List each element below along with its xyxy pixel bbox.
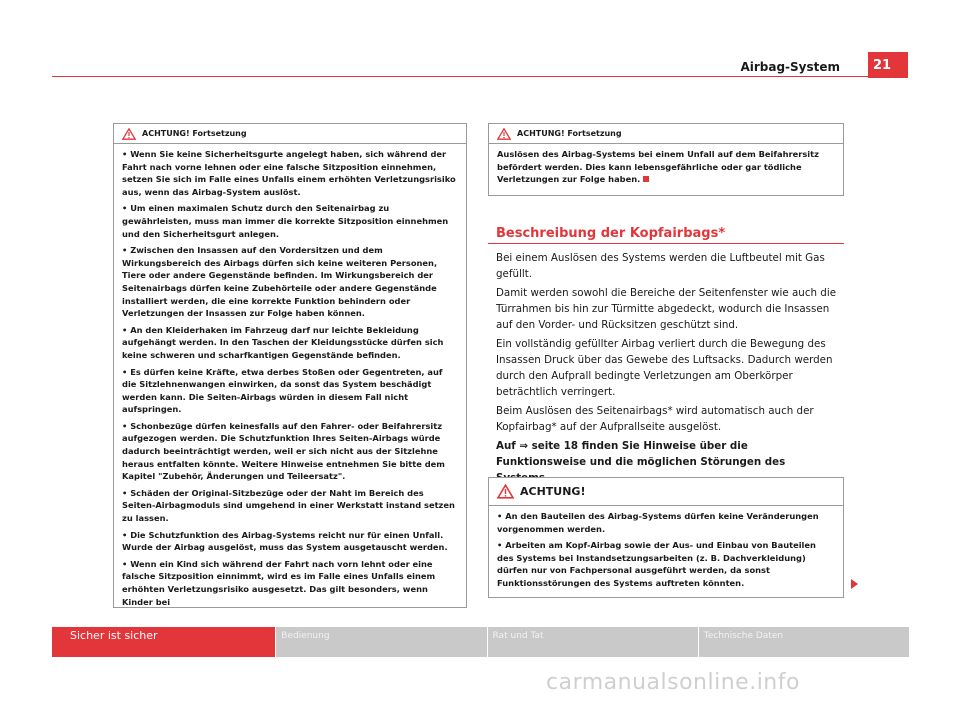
chapter-title: Airbag-System: [740, 60, 840, 74]
warning-triangle-icon: [122, 128, 136, 140]
tab-technische-daten[interactable]: Technische Daten: [698, 627, 909, 657]
warning-header: [489, 124, 843, 144]
body-paragraph: Damit werden sowohl die Bereiche der Seitenfenster wie auch die Türrahmen bis hin zur Türmitte abgedeckt, wodurch die Insassen auf den Vorder- und Rücksitzen geschützt sind.: [496, 287, 837, 331]
warning-box-right-top: [488, 123, 844, 196]
warning-paragraph: [497, 148, 835, 186]
warning-heading: ACHTUNG! Fortsetzung: [517, 129, 622, 138]
body-paragraph: Ein vollständig gefüllter Airbag verliert durch die Bewegung des Insassen Druck über das Gewebe des Luftsacks. Dadurch werden durch den Aufprall bedingte Verletzungen am Oberkörper beträchtlich verringert.: [496, 338, 833, 398]
section-body: [496, 250, 841, 489]
continue-arrow-icon[interactable]: [851, 579, 858, 589]
warning-box-left: [113, 123, 467, 608]
warning-heading: ACHTUNG! Fortsetzung: [142, 129, 247, 138]
tab-rat-und-tat[interactable]: Rat und Tat: [487, 627, 698, 657]
page-number: 21: [868, 52, 908, 78]
body-paragraph: Bei einem Auslösen des Systems werden die Luftbeutel mit Gas gefüllt.: [496, 252, 825, 280]
warning-box-right-bottom: [488, 477, 844, 598]
warning-triangle-icon: [497, 128, 511, 140]
footer-nav: [52, 627, 909, 657]
tab-bedienung[interactable]: Bedienung: [275, 627, 486, 657]
warning-paragraph: • An den Bauteilen des Airbag-Systems dürfen keine Veränderungen vorgenommen werden.: [497, 511, 819, 534]
section-rule: [488, 243, 844, 244]
end-square-icon: [643, 176, 649, 182]
cross-reference-link[interactable]: Auf ⇒ seite 18 finden Sie Hinweise über die Funktionsweise und die möglichen Störungen des: [496, 440, 786, 468]
warning-paragraph: • Wenn ein Kind sich während der Fahrt nach vorn lehnt oder eine falsche Sitzposition einnimmt, wird es im Falle eines Unfalls einem erhöhten Verletzungsrisiko ausgesetzt. Das gilt besonders, wenn Kinder bei: [122, 558, 436, 607]
warning-paragraph: • Zwischen den Insassen auf den Vordersitzen und dem Wirkungsbereich des Airbags dürfen sich keine weiteren Personen, Tiere oder andere Gegenstände befinden. Im Wirkungsbereich der Seitenairbags dürfen keine Zubehörteile oder andere Gegenstände installiert werden, die eine korrekte Funktion behindern oder Verletzungen der Insassen zur Folge haben können.: [122, 245, 438, 319]
warning-paragraph: • Schonbezüge dürfen keinesfalls auf den Fahrer- oder Beifahrersitz aufgezogen werden. Die Schutzfunktion Ihres Seiten-Airbags würde dadurch beeinträchtigt werden, weil er sich nicht aus der Sitzlehne heraus entfalten könnte. Weitere Hinweise entnehmen Sie bitte dem Kapitel "Zubehör, Änderungen und Teileersatz".: [122, 420, 445, 482]
warning-text: Auslösen des Airbag-Systems bei einem Unfall auf dem Beifahrersitz befördert werden. Dies kann lebensgefährliche oder gar tödliche Verletzungen zur Folge haben.: [497, 149, 819, 185]
warning-heading: ACHTUNG!: [520, 485, 586, 498]
warning-triangle-icon: [497, 484, 514, 499]
warning-paragraph: • Es dürfen keine Kräfte, etwa derbes Stoßen oder Gegentreten, auf die Sitzlehnenwangen einwirken, da sonst das System beschädigt werden kann. Die Seiten-Airbags würden in diesem Fall nicht aufspringen.: [122, 366, 443, 415]
section-title: Beschreibung der Kopfairbags*: [496, 226, 726, 241]
warning-header: [114, 124, 466, 144]
header-rule: [52, 76, 868, 77]
watermark: carmanualsonline.info: [546, 670, 800, 695]
warning-paragraph: • Die Schutzfunktion des Airbag-Systems reicht nur für einen Unfall. Wurde der Airbag ausgelöst, muss das System ausgetauscht werden.: [122, 529, 448, 553]
warning-paragraph: • Arbeiten am Kopf-Airbag sowie der Aus- und Einbau von Bauteilen des Systems bei Instandsetzungsarbeiten (z. B. Dachverkleidung) dürfen nur von Fachpersonal ausgeführt werden, da sonst Funktionsstörungen des Systems auftreten könnten.: [497, 540, 816, 588]
tab-sicher-ist-sicher[interactable]: Sicher ist sicher: [52, 627, 275, 657]
body-paragraph: Beim Auslösen des Seitenairbags* wird automatisch auch der Kopfairbag* auf der Aufprallseite ausgelöst.: [496, 405, 814, 433]
warning-paragraph: • Um einen maximalen Schutz durch den Seitenairbag zu gewährleisten, muss man immer die korrekte Sitzposition einnehmen und den Sicherheitsgurt anlegen.: [122, 203, 449, 239]
warning-paragraph: • Schäden der Original-Sitzbezüge oder der Naht im Bereich des Seiten-Airbagmoduls sind umgehend in einer Werkstatt instand setzen zu lassen.: [122, 487, 455, 524]
warning-header: [489, 478, 843, 506]
warning-paragraph: • An den Kleiderhaken im Fahrzeug darf nur leichte Bekleidung aufgehängt werden. In den Taschen der Kleidungsstücke dürfen sich keine schweren und scharfkantigen Gegenstände befinden.: [122, 324, 444, 360]
warning-paragraph: • Wenn Sie keine Sicherheitsgurte angelegt haben, sich während der Fahrt nach vorne lehnen oder eine falsche Sitzposition einnehmen, setzen Sie sich im Falle eines Unfalls einem erhöhten Verletzungsrisiko aus, wenn das Airbag-System auslöst.: [122, 149, 456, 197]
